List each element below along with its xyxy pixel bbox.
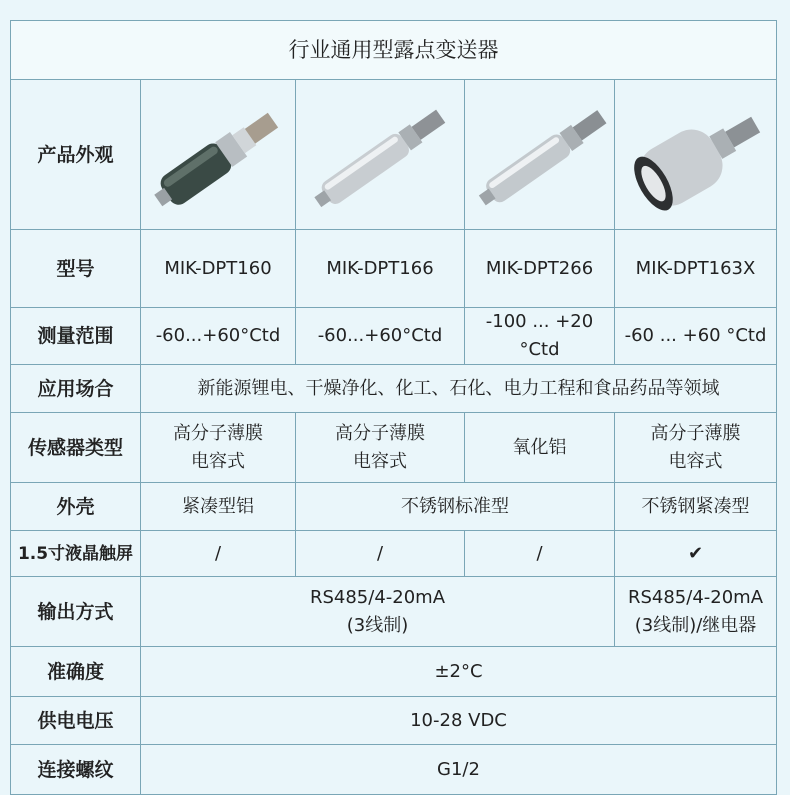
application-cell: 新能源锂电、干燥净化、化工、石化、电力工程和食品药品等领域 bbox=[141, 365, 777, 413]
model-cell: MIK-DPT266 bbox=[465, 230, 615, 308]
range-cell: -60...+60°Ctd bbox=[141, 308, 296, 365]
thread-cell: G1/2 bbox=[141, 745, 777, 795]
sensor-cell: 高分子薄膜 电容式 bbox=[615, 413, 777, 483]
housing-cell: 不锈钢紧凑型 bbox=[615, 483, 777, 531]
spec-table-frame bbox=[10, 20, 776, 780]
sensor-photo-dpt160 bbox=[141, 80, 296, 230]
row-label-lcd: 1.5寸液晶触屏 bbox=[11, 531, 141, 577]
range-row bbox=[11, 308, 777, 365]
sensor-cell: 高分子薄膜 电容式 bbox=[141, 413, 296, 483]
row-label-housing: 外壳 bbox=[11, 483, 141, 531]
row-label-application: 应用场合 bbox=[11, 365, 141, 413]
housing-row bbox=[11, 483, 777, 531]
range-cell: -60...+60°Ctd bbox=[296, 308, 465, 365]
output-cell: RS485/4-20mA (3线制)/继电器 bbox=[615, 577, 777, 647]
housing-cell: 不锈钢标准型 bbox=[296, 483, 615, 531]
sensor-photo-dpt266 bbox=[465, 80, 615, 230]
lcd-cell: / bbox=[141, 531, 296, 577]
checkmark-icon: ✔ bbox=[615, 531, 777, 577]
model-cell: MIK-DPT166 bbox=[296, 230, 465, 308]
lcd-row bbox=[11, 531, 777, 577]
thread-row bbox=[11, 745, 777, 795]
power-cell: 10-28 VDC bbox=[141, 697, 777, 745]
sensor-photo-dpt163x bbox=[615, 80, 777, 230]
application-row bbox=[11, 365, 777, 413]
range-cell: -60 ... +60 °Ctd bbox=[615, 308, 777, 365]
row-label-model: 型号 bbox=[11, 230, 141, 308]
sensor-photo-dpt166 bbox=[296, 80, 465, 230]
sensor-cell: 高分子薄膜 电容式 bbox=[296, 413, 465, 483]
row-label-output: 输出方式 bbox=[11, 577, 141, 647]
row-label-range: 测量范围 bbox=[11, 308, 141, 365]
spec-table bbox=[10, 20, 777, 795]
output-row bbox=[11, 577, 777, 647]
row-label-sensor: 传感器类型 bbox=[11, 413, 141, 483]
model-cell: MIK-DPT163X bbox=[615, 230, 777, 308]
range-cell: -100 ... +20 °Ctd bbox=[465, 308, 615, 365]
appearance-row bbox=[11, 80, 777, 230]
row-label-thread: 连接螺纹 bbox=[11, 745, 141, 795]
table-title: 行业通用型露点变送器 bbox=[11, 21, 777, 80]
sensor-cell: 氧化铝 bbox=[465, 413, 615, 483]
lcd-cell: / bbox=[296, 531, 465, 577]
accuracy-row bbox=[11, 647, 777, 697]
accuracy-cell: ±2°C bbox=[141, 647, 777, 697]
model-cell: MIK-DPT160 bbox=[141, 230, 296, 308]
sensor-row bbox=[11, 413, 777, 483]
row-label-appearance: 产品外观 bbox=[11, 80, 141, 230]
model-row bbox=[11, 230, 777, 308]
row-label-power: 供电电压 bbox=[11, 697, 141, 745]
power-row bbox=[11, 697, 777, 745]
output-cell: RS485/4-20mA (3线制) bbox=[141, 577, 615, 647]
housing-cell: 紧凑型铝 bbox=[141, 483, 296, 531]
row-label-accuracy: 准确度 bbox=[11, 647, 141, 697]
title-row bbox=[11, 21, 777, 80]
lcd-cell: / bbox=[465, 531, 615, 577]
